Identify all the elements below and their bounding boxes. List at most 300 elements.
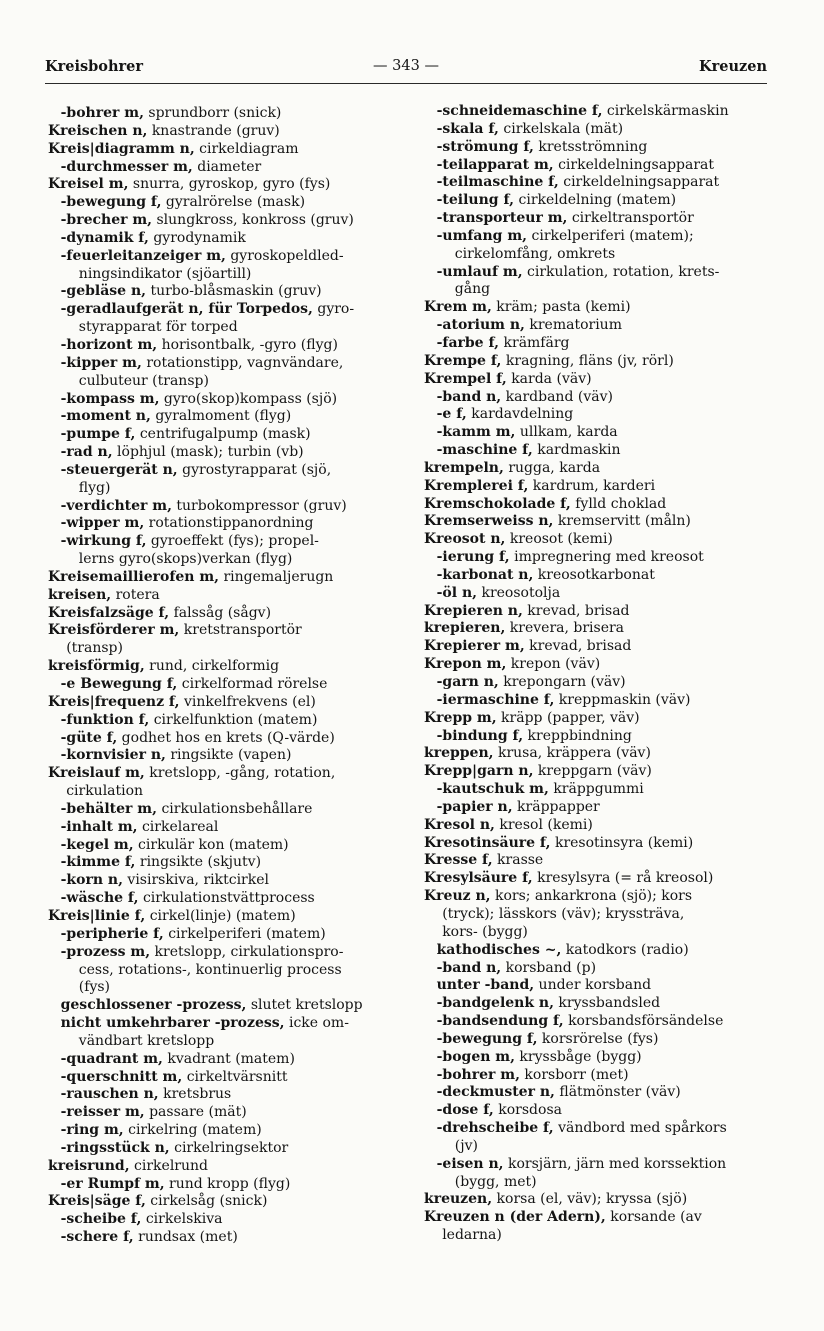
entry-headword: -kompass m,	[60, 390, 160, 407]
entry-headword: -farbe f,	[436, 334, 500, 351]
entry-definition: cirkeltransportör	[567, 210, 694, 227]
entry-definition: rundsax (met)	[133, 1229, 238, 1246]
entry-headword: Kremplerei f,	[424, 477, 529, 494]
entry-headword: -strömung f,	[436, 138, 534, 155]
dictionary-entry	[48, 605, 404, 623]
entry-headword: Kresse f,	[424, 852, 493, 869]
entry-headword: Kreis|säge f,	[48, 1193, 146, 1210]
dictionary-entry	[424, 995, 776, 1013]
dictionary-entry	[48, 1051, 404, 1069]
dictionary-entry	[424, 531, 776, 549]
dictionary-entry	[424, 264, 776, 300]
dictionary-entry	[48, 212, 404, 230]
dictionary-entry	[424, 728, 776, 746]
entry-definition: cirkeldiagram	[194, 140, 299, 157]
dictionary-entry	[48, 997, 404, 1015]
entry-headword: -maschine f,	[436, 442, 533, 459]
dictionary-entry	[48, 676, 404, 694]
entry-headword: -deckmuster n,	[436, 1084, 555, 1101]
dictionary-entry	[48, 230, 404, 248]
entry-definition: cirkelsåg (snick)	[145, 1193, 268, 1210]
dictionary-entry	[48, 408, 404, 426]
entry-headword: krepieren,	[424, 620, 506, 637]
entry-headword: -prozess m,	[60, 943, 151, 960]
dictionary-entry	[424, 121, 776, 139]
entry-headword: -güte f,	[60, 729, 118, 746]
dictionary-entry	[48, 819, 404, 837]
entry-headword: Kreisemaillierofen m,	[48, 568, 220, 585]
entry-definition: kardrum, karderi	[528, 477, 656, 494]
entry-headword: -steuergerät n,	[60, 461, 178, 478]
entry-definition: horisontbalk, -gyro (flyg)	[157, 336, 338, 353]
dictionary-entry	[424, 763, 776, 781]
entry-definition: kretslopp, cirkulationspro-	[150, 943, 344, 960]
dictionary-entry	[48, 444, 404, 462]
dictionary-entry	[424, 620, 776, 638]
entry-definition: krepon (väv)	[506, 656, 601, 673]
entry-definition: kryssbåge (bygg)	[514, 1048, 642, 1065]
dictionary-entry	[424, 870, 776, 888]
entry-definition: gyro-	[312, 301, 355, 318]
entry-definition: kräpp (papper, väv)	[496, 709, 640, 726]
dictionary-entry	[424, 299, 776, 317]
entry-headword: Krempe f,	[424, 352, 502, 369]
entry-headword: Kremserweiss n,	[424, 513, 554, 530]
entry-definition: cirkulationstvättprocess	[138, 890, 315, 907]
dictionary-entry	[48, 1069, 404, 1087]
dictionary-entry	[48, 462, 404, 498]
entry-headword: Kreuzen n (der Adern),	[424, 1209, 606, 1226]
entry-headword: -dynamik f,	[60, 229, 149, 246]
entry-definition: kreppmaskin (väv)	[554, 691, 691, 708]
entry-headword: -band n,	[436, 388, 502, 405]
entry-definition: gyralmoment (flyg)	[150, 408, 292, 425]
entry-definition: cirkulation, rotation, krets-	[522, 263, 720, 280]
entry-headword: -kautschuk m,	[436, 781, 549, 798]
entry-headword: Kremschokolade f,	[424, 495, 571, 512]
entry-headword: Krem m,	[424, 299, 492, 316]
entry-headword: -teilmaschine f,	[436, 174, 559, 191]
entry-definition: turbo-blåsmaskin (gruv)	[146, 283, 322, 300]
entry-definition: katodkors (radio)	[561, 941, 689, 958]
dictionary-entry	[48, 337, 404, 355]
dictionary-entry	[424, 496, 776, 514]
entry-headword: kreisrund,	[48, 1157, 130, 1174]
entry-definition: krämfärg	[499, 334, 570, 351]
entry-definition: slutet kretslopp	[246, 997, 363, 1014]
entry-continuation: kors- (bygg)	[442, 923, 528, 940]
entry-headword: -er Rumpf m,	[60, 1175, 165, 1192]
entry-definition: cirkelareal	[137, 818, 219, 835]
dictionary-entry	[48, 587, 404, 605]
entry-headword: Kreisel m,	[48, 176, 129, 193]
dictionary-entry	[424, 103, 776, 121]
entry-definition: kresotinsyra (kemi)	[550, 834, 694, 851]
left-column	[48, 105, 404, 1247]
entry-headword: -umlauf m,	[436, 263, 523, 280]
entry-definition: rotera	[111, 586, 160, 603]
entry-headword: -kimme f,	[60, 854, 136, 871]
entry-headword: geschlossener -prozess,	[60, 997, 247, 1014]
entry-headword: -wirkung f,	[60, 533, 147, 550]
entry-headword: -funktion f,	[60, 711, 150, 728]
entry-definition: sprundborr (snick)	[143, 105, 282, 121]
entry-headword: -schere f,	[60, 1229, 134, 1246]
entry-headword: kreuzen,	[424, 1191, 493, 1208]
entry-definition: cirkeldelningsapparat	[553, 156, 715, 173]
entry-headword: Kreisförderer m,	[48, 622, 180, 639]
entry-continuation: ledarna)	[442, 1227, 502, 1244]
entry-headword: Krepon m,	[424, 656, 507, 673]
entry-headword: -horizont m,	[60, 336, 158, 353]
dictionary-entry	[424, 424, 776, 442]
entry-headword: -gebläse n,	[60, 283, 147, 300]
entry-definition: krepongarn (väv)	[498, 674, 626, 690]
entry-definition: slungkross, konkross (gruv)	[152, 212, 354, 229]
page-number: — 343 —	[373, 58, 439, 74]
dictionary-entry	[424, 674, 776, 692]
entry-definition: kretstransportör	[179, 622, 302, 639]
entry-definition: centrifugalpump (mask)	[135, 426, 311, 443]
entry-definition: rotationstipp, vagnvändare,	[141, 354, 344, 371]
entry-headword: -scheibe f,	[60, 1211, 142, 1228]
entry-definition: kresylsyra (= rå kreosol)	[532, 870, 714, 887]
dictionary-entry	[48, 1086, 404, 1104]
entry-headword: -behälter m,	[60, 800, 157, 817]
entry-definition: korsjärn, järn med korssektion	[503, 1155, 727, 1172]
entry-headword: -teilung f,	[436, 192, 515, 209]
entry-definition: falssåg (sågv)	[169, 604, 272, 621]
entry-definition: cirkeldelning (matem)	[514, 192, 677, 209]
entry-definition: cirkelfunktion (matem)	[149, 711, 318, 728]
dictionary-entry	[48, 926, 404, 944]
entry-headword: Kreisfalzsäge f,	[48, 604, 170, 621]
page-header	[45, 58, 767, 80]
dictionary-entry	[48, 1193, 404, 1211]
dictionary-entry	[48, 1229, 404, 1247]
entry-definition: cirkeltvärsnitt	[182, 1068, 288, 1085]
entry-continuation: ningsindikator (sjöartill)	[78, 265, 252, 282]
entry-definition: cirkelskärmaskin	[602, 103, 729, 119]
entry-definition: cirkulär kon (matem)	[133, 836, 289, 853]
dictionary-entry	[48, 123, 404, 141]
entry-continuation: (fys)	[78, 979, 110, 996]
dictionary-entry	[48, 355, 404, 391]
dictionary-entry	[424, 1013, 776, 1031]
dictionary-entry	[48, 426, 404, 444]
entry-headword: -brecher m,	[60, 212, 153, 229]
entry-definition: kresol (kemi)	[494, 816, 593, 833]
dictionary-entry	[424, 585, 776, 603]
dictionary-entry	[424, 1084, 776, 1102]
entry-headword: -bewegung f,	[60, 194, 162, 211]
dictionary-entry	[424, 228, 776, 264]
entry-headword: -durchmesser m,	[60, 158, 193, 175]
entry-definition: knastrande (gruv)	[147, 122, 280, 139]
entry-headword: -wäsche f,	[60, 890, 139, 907]
dictionary-entry	[424, 852, 776, 870]
dictionary-entry	[48, 1015, 404, 1051]
entry-headword: -bindung f,	[436, 727, 524, 744]
entry-definition: ringsikte (vapen)	[165, 747, 292, 764]
entry-headword: Kresol n,	[424, 816, 495, 833]
entry-definition: löphjul (mask); turbin (vb)	[112, 444, 304, 461]
entry-headword: Krepieren n,	[424, 602, 523, 619]
entry-headword: -quadrant m,	[60, 1050, 163, 1067]
entry-headword: -bohrer m,	[436, 1066, 520, 1083]
entry-continuation: cess, rotations-, kontinuerlig process	[78, 961, 342, 978]
dictionary-entry	[48, 105, 404, 123]
dictionary-entry	[48, 854, 404, 872]
entry-headword: -bewegung f,	[436, 1030, 538, 1047]
dictionary-entry	[424, 1191, 776, 1209]
dictionary-entry	[48, 747, 404, 765]
entry-headword: -querschnitt m,	[60, 1068, 183, 1085]
entry-definition: cirkeldelningsapparat	[558, 174, 720, 191]
entry-definition: impregnering med kreosot	[509, 549, 704, 566]
entry-headword: Kreosot n,	[424, 531, 506, 548]
entry-headword: -karbonat n,	[436, 566, 534, 583]
entry-continuation: cirkulation	[66, 783, 144, 800]
entry-definition: kvadrant (matem)	[162, 1050, 295, 1067]
entry-headword: -kamm m,	[436, 424, 516, 441]
dictionary-entry	[48, 1104, 404, 1122]
dictionary-entry	[424, 817, 776, 835]
entry-continuation: styrapparat för torped	[78, 319, 238, 336]
entry-headword: krempeln,	[424, 459, 504, 476]
entry-headword: Krepp m,	[424, 709, 497, 726]
entry-headword: -eisen n,	[436, 1155, 504, 1172]
entry-headword: -wipper m,	[60, 515, 145, 532]
entry-continuation: gång	[454, 281, 491, 298]
entry-headword: -rad n,	[60, 444, 113, 461]
dictionary-entry	[424, 460, 776, 478]
dictionary-entry	[48, 1122, 404, 1140]
dictionary-entry	[424, 478, 776, 496]
entry-definition: korsrörelse (fys)	[537, 1030, 659, 1047]
dictionary-entry	[424, 139, 776, 157]
entry-continuation: flyg)	[78, 479, 111, 496]
dictionary-entry	[48, 301, 404, 337]
dictionary-entry	[48, 569, 404, 587]
dictionary-entry	[424, 638, 776, 656]
entry-headword: -garn n,	[436, 674, 499, 690]
dictionary-entry	[424, 513, 776, 531]
entry-definition: krevera, brisera	[505, 620, 625, 637]
entry-headword: Kreislauf m,	[48, 765, 145, 782]
dictionary-entry	[424, 745, 776, 763]
entry-headword: Kresylsäure f,	[424, 870, 533, 887]
entry-definition: korsbandsförsändelse	[563, 1013, 724, 1030]
entry-definition: gyrodynamik	[148, 229, 246, 246]
dictionary-entry	[424, 353, 776, 371]
entry-definition: fylld choklad	[570, 495, 667, 512]
entry-definition: godhet hos en krets (Q-värde)	[117, 729, 335, 746]
entry-headword: -skala f,	[436, 120, 499, 137]
dictionary-entry	[424, 1120, 776, 1156]
entry-headword: -iermaschine f,	[436, 691, 555, 708]
entry-headword: nicht umkehrbarer -prozess,	[60, 1015, 285, 1032]
entry-definition: cirkelskiva	[141, 1211, 223, 1228]
entry-headword: -moment n,	[60, 408, 151, 425]
entry-headword: -peripherie f,	[60, 925, 164, 942]
entry-definition: korsband (p)	[501, 959, 597, 976]
dictionary-entry	[424, 1102, 776, 1120]
entry-continuation: (jv)	[454, 1137, 478, 1154]
entry-headword: -papier n,	[436, 798, 513, 815]
entry-headword: -teilapparat m,	[436, 156, 554, 173]
entry-headword: -transporteur m,	[436, 210, 568, 227]
dictionary-entry	[48, 908, 404, 926]
dictionary-entry	[48, 694, 404, 712]
entry-definition: kors; ankarkrona (sjö); kors	[490, 888, 693, 905]
entry-headword: -feuerleitanzeiger m,	[60, 247, 226, 264]
entry-definition: gyralrörelse (mask)	[161, 194, 306, 211]
entry-definition: vändbord med spårkors	[553, 1120, 727, 1137]
entry-definition: rotationstippanordning	[144, 515, 314, 532]
dictionary-entry	[424, 549, 776, 567]
entry-definition: kretslopp, -gång, rotation,	[144, 765, 336, 782]
entry-definition: kreosot (kemi)	[505, 531, 613, 548]
entry-definition: krevad, brisad	[522, 602, 630, 619]
entry-definition: visirskiva, riktcirkel	[122, 872, 269, 889]
entry-continuation: (bygg, met)	[454, 1173, 537, 1190]
entry-definition: krematorium	[524, 317, 622, 334]
dictionary-entry	[424, 1031, 776, 1049]
entry-headword: -ierung f,	[436, 549, 510, 566]
entry-definition: kräppapper	[512, 798, 600, 815]
entry-definition: korsa (el, väv); kryssa (sjö)	[492, 1191, 688, 1208]
dictionary-entry	[48, 498, 404, 516]
entry-definition: rund, cirkelformig	[144, 658, 280, 675]
entry-headword: -kipper m,	[60, 354, 142, 371]
dictionary-entry	[48, 872, 404, 890]
entry-definition: snurra, gyroskop, gyro (fys)	[128, 176, 331, 193]
entry-headword: -bogen m,	[436, 1048, 515, 1065]
entry-definition: cirkelformad rörelse	[177, 676, 328, 692]
entry-definition: diameter	[192, 158, 262, 175]
entry-definition: turbokompressor (gruv)	[171, 497, 347, 514]
dictionary-entry	[424, 781, 776, 799]
entry-headword: kreisen,	[48, 586, 112, 603]
entry-headword: Kreuz n,	[424, 888, 491, 905]
entry-definition: karda (väv)	[506, 370, 592, 387]
dictionary-entry	[48, 622, 404, 658]
entry-headword: Krempel f,	[424, 370, 507, 387]
entry-definition: ringemaljerugn	[219, 568, 334, 585]
entry-definition: rund kropp (flyg)	[164, 1175, 291, 1192]
entry-headword: kreppen,	[424, 745, 494, 762]
entry-headword: -bandgelenk n,	[436, 995, 554, 1012]
dictionary-entry	[48, 1176, 404, 1194]
dictionary-entry	[48, 1158, 404, 1176]
entry-headword: -ringsstück n,	[60, 1139, 170, 1156]
entry-headword: -e f,	[436, 406, 467, 423]
dictionary-entry	[48, 890, 404, 908]
dictionary-entry	[48, 837, 404, 855]
dictionary-entry	[424, 317, 776, 335]
entry-definition: cirkelringsektor	[169, 1139, 289, 1156]
dictionary-entry	[48, 391, 404, 409]
entry-definition: vinkelfrekvens (el)	[179, 693, 316, 710]
entry-definition: kretsströmning	[533, 138, 648, 155]
dictionary-entry	[424, 603, 776, 621]
entry-headword: -bohrer m,	[60, 105, 144, 121]
entry-headword: -rauschen n,	[60, 1086, 159, 1103]
entry-headword: -geradlaufgerät n, für Torpedos,	[60, 301, 313, 318]
entry-headword: -verdichter m,	[60, 497, 172, 514]
entry-definition: kräm; pasta (kemi)	[491, 299, 631, 316]
entry-headword: Krepierer m,	[424, 638, 525, 655]
entry-headword: -bandsendung f,	[436, 1013, 564, 1030]
entry-definition: korsdosa	[493, 1102, 562, 1119]
entry-headword: -drehscheibe f,	[436, 1120, 554, 1137]
entry-definition: kreosotolja	[477, 584, 561, 601]
entry-definition: kardmaskin	[532, 442, 621, 459]
entry-definition: cirkel(linje) (matem)	[145, 907, 296, 924]
entry-definition: kräppgummi	[548, 781, 644, 798]
entry-definition: under korsband	[534, 977, 652, 994]
right-column	[424, 103, 776, 1245]
dictionary-entry	[424, 406, 776, 424]
entry-definition: icke om-	[284, 1015, 349, 1032]
dictionary-entry	[48, 730, 404, 748]
entry-definition: kardband (väv)	[501, 388, 613, 405]
entry-definition: cirkelskala (mät)	[498, 120, 624, 137]
dictionary-entry	[424, 835, 776, 853]
entry-headword: -atorium n,	[436, 317, 525, 334]
entry-headword: Kreis|diagramm n,	[48, 140, 195, 157]
entry-headword: -umfang m,	[436, 227, 528, 244]
dictionary-entry	[48, 533, 404, 569]
entry-headword: -e Bewegung f,	[60, 676, 178, 692]
dictionary-entry	[424, 174, 776, 192]
entry-definition: cirkelperiferi (matem)	[163, 925, 326, 942]
header-left-guideword: Kreisbohrer	[45, 58, 143, 75]
entry-definition: kardavdelning	[466, 406, 574, 423]
dictionary-entry	[424, 1067, 776, 1085]
entry-definition: krasse	[492, 852, 544, 869]
dictionary-entry	[424, 977, 776, 995]
dictionary-entry	[48, 1140, 404, 1158]
entry-continuation: (tryck); lässkors (väv); kryssträva,	[442, 905, 685, 922]
dictionary-entry	[48, 283, 404, 301]
dictionary-entry	[424, 960, 776, 978]
entry-headword: -öl n,	[436, 584, 478, 601]
entry-continuation: culbuteur (transp)	[78, 372, 209, 389]
entry-definition: kryssbandsled	[553, 995, 661, 1012]
entry-headword: -kegel m,	[60, 836, 134, 853]
entry-definition: korsborr (met)	[519, 1066, 629, 1083]
entry-definition: ullkam, karda	[515, 424, 618, 441]
dictionary-entry	[424, 692, 776, 710]
dictionary-entry	[424, 567, 776, 585]
entry-headword: -inhalt m,	[60, 818, 138, 835]
entry-definition: flätmönster (väv)	[554, 1084, 681, 1101]
entry-continuation: lerns gyro(skops)verkan (flyg)	[78, 551, 293, 568]
entry-definition: kreosotkarbonat	[533, 566, 655, 583]
dictionary-entry	[424, 710, 776, 728]
entry-definition: gyro(skop)kompass (sjö)	[159, 390, 338, 407]
dictionary-entry	[424, 210, 776, 228]
entry-definition: gyrostyrapparat (sjö,	[177, 461, 332, 478]
entry-headword: kreisförmig,	[48, 658, 145, 675]
entry-definition: cirkelring (matem)	[123, 1122, 262, 1139]
dictionary-entry	[48, 944, 404, 998]
dictionary-entry	[424, 1049, 776, 1067]
entry-definition: kremservitt (måln)	[553, 513, 691, 530]
dictionary-entry	[48, 159, 404, 177]
